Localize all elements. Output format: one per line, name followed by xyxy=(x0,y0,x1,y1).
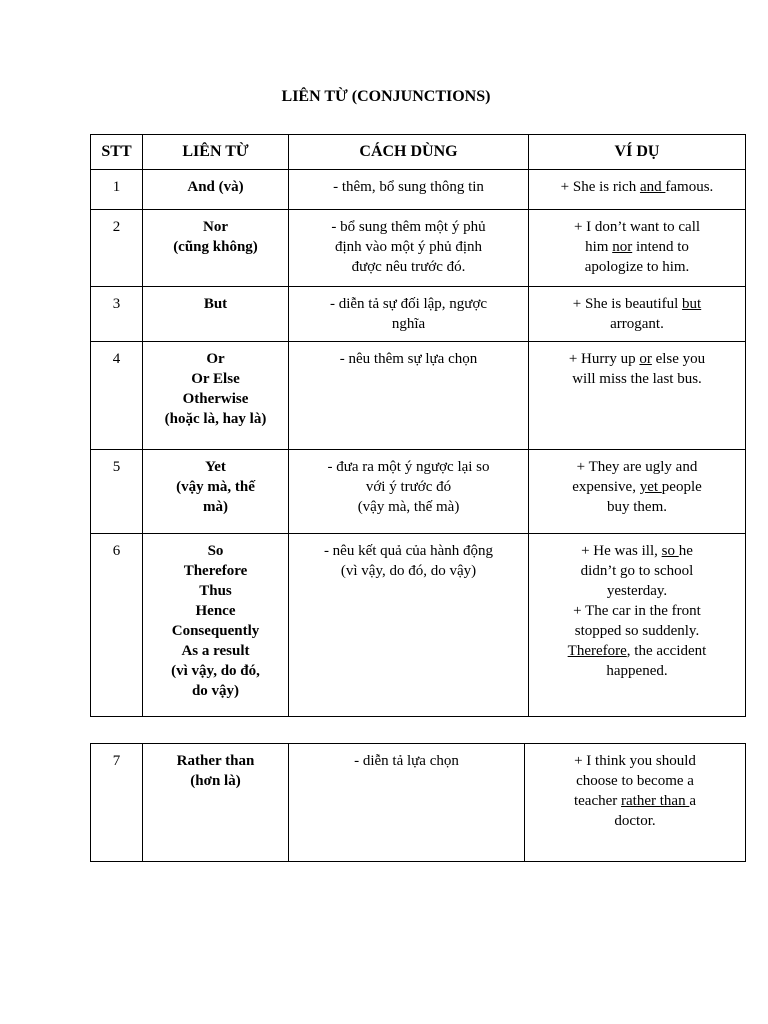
table-row xyxy=(91,744,746,862)
example-text: + She is rich xyxy=(560,179,640,195)
example-underlined: yet xyxy=(639,479,662,495)
stt-cell xyxy=(91,342,143,450)
example-line xyxy=(529,257,745,277)
example-text: teacher xyxy=(573,793,622,809)
conjunction-word: Therefore xyxy=(183,563,248,579)
usage-line: - bổ sung thêm một ý phủ xyxy=(331,219,486,235)
example-text: else you xyxy=(651,351,706,367)
example-text: buy them. xyxy=(607,499,667,515)
example-cell xyxy=(529,170,746,210)
usage-line: - diễn tả lựa chọn xyxy=(354,753,459,769)
conjunction-word: (hơn là) xyxy=(190,773,241,789)
page-title: LIÊN TỪ (CONJUNCTIONS) xyxy=(281,88,491,105)
usage-cell xyxy=(289,210,529,287)
conjunction-cell xyxy=(143,210,289,287)
stt-number: 3 xyxy=(112,296,121,312)
example-text: yesterday. xyxy=(606,583,668,599)
example-line xyxy=(529,621,745,641)
usage-line: - thêm, bổ sung thông tin xyxy=(333,179,484,195)
table-row xyxy=(91,287,746,342)
stt-cell xyxy=(91,450,143,534)
example-cell xyxy=(529,534,746,717)
usage-cell xyxy=(289,287,529,342)
usage-line: nghĩa xyxy=(391,316,426,332)
usage-line: - đưa ra một ý ngược lại so xyxy=(327,459,490,475)
usage-line: được nêu trước đó. xyxy=(351,259,466,275)
example-cell xyxy=(529,287,746,342)
conjunction-word: (vì vậy, do đó, xyxy=(171,663,260,679)
example-text: arrogant. xyxy=(610,316,664,332)
conjunction-cell xyxy=(143,170,289,210)
usage-line: (vậy mà, thế mà) xyxy=(357,499,460,515)
stt-number: 7 xyxy=(112,753,121,769)
example-line xyxy=(525,751,745,771)
example-text: + He was ill, xyxy=(581,543,662,559)
conjunction-cell xyxy=(143,534,289,717)
table-body-continued xyxy=(91,744,746,862)
usage-line: với ý trước đó xyxy=(365,479,452,495)
stt-number: 1 xyxy=(112,179,121,195)
example-cell xyxy=(529,210,746,287)
usage-line: - diễn tả sự đối lập, ngược xyxy=(329,296,488,312)
example-text: , the accident xyxy=(626,643,707,659)
stt-number: 2 xyxy=(112,219,121,235)
example-text: people xyxy=(661,479,702,495)
example-line xyxy=(529,237,745,257)
header-vi-du: VÍ DỤ xyxy=(529,135,746,170)
stt-cell xyxy=(91,287,143,342)
example-line xyxy=(529,561,745,581)
example-line xyxy=(529,641,745,661)
conjunction-word: Nor xyxy=(203,219,228,235)
conjunction-word: So xyxy=(207,543,224,559)
example-text: happened. xyxy=(606,663,668,679)
example-text: + I think you should xyxy=(574,753,696,769)
example-text: intend to xyxy=(632,239,689,255)
conjunction-word: do vậy) xyxy=(191,683,240,699)
example-cell xyxy=(525,744,746,862)
header-stt: STT xyxy=(91,135,143,170)
example-underlined: so xyxy=(661,543,679,559)
example-text: + Hurry up xyxy=(568,351,640,367)
example-line xyxy=(529,457,745,477)
conjunction-word: mà) xyxy=(203,499,228,515)
example-text: famous. xyxy=(665,179,714,195)
example-underlined: or xyxy=(639,351,652,367)
usage-cell xyxy=(289,534,529,717)
example-line xyxy=(529,294,745,314)
stt-cell xyxy=(91,210,143,287)
conjunction-word: Consequently xyxy=(171,623,260,639)
table-row xyxy=(91,210,746,287)
stt-cell xyxy=(91,744,143,862)
usage-cell xyxy=(289,744,525,862)
example-line xyxy=(529,541,745,561)
example-line xyxy=(525,791,745,811)
example-underlined: but xyxy=(682,296,702,312)
example-text: him xyxy=(585,239,613,255)
example-line xyxy=(529,349,745,369)
example-text: + I don’t want to call xyxy=(573,219,701,235)
header-cach-dung: CÁCH DÙNG xyxy=(289,135,529,170)
usage-cell xyxy=(289,450,529,534)
conjunction-word: (vậy mà, thế xyxy=(176,479,255,495)
conjunction-word: (hoặc là, hay là) xyxy=(164,411,267,427)
example-underlined: nor xyxy=(612,239,633,255)
example-text: stopped so suddenly. xyxy=(574,623,700,639)
example-text: will miss the last bus. xyxy=(572,371,702,387)
conjunctions-table xyxy=(90,134,746,717)
table-row xyxy=(91,450,746,534)
example-text: + She is beautiful xyxy=(572,296,683,312)
conjunction-word: Hence xyxy=(195,603,236,619)
example-underlined: Therefore xyxy=(567,643,627,659)
example-text: he xyxy=(678,543,693,559)
usage-line: định vào một ý phủ định xyxy=(334,239,483,255)
table-header-row xyxy=(91,135,746,170)
conjunction-word: Or xyxy=(206,351,225,367)
example-line xyxy=(525,771,745,791)
example-line xyxy=(529,581,745,601)
example-text: + The car in the front xyxy=(573,603,701,619)
example-underlined: rather than xyxy=(621,793,690,809)
usage-cell xyxy=(289,170,529,210)
table-body xyxy=(91,170,746,717)
conjunction-word: (cũng không) xyxy=(173,239,258,255)
example-text: apologize to him. xyxy=(584,259,690,275)
example-line xyxy=(525,811,745,831)
conjunctions-table-continued xyxy=(90,743,746,862)
usage-cell xyxy=(289,342,529,450)
example-text: expensive, xyxy=(572,479,640,495)
usage-line: - nêu kết quả của hành động xyxy=(323,543,494,559)
conjunction-word: But xyxy=(203,296,228,312)
example-line xyxy=(529,477,745,497)
example-text: choose to become a xyxy=(576,773,694,789)
conjunction-word: And (và) xyxy=(187,179,244,195)
stt-number: 4 xyxy=(112,351,121,367)
conjunction-word: Yet xyxy=(205,459,226,475)
stt-cell xyxy=(91,170,143,210)
example-line xyxy=(529,661,745,681)
stt-number: 5 xyxy=(112,459,121,475)
table-row xyxy=(91,534,746,717)
example-line xyxy=(529,217,745,237)
conjunction-word: Thus xyxy=(199,583,232,599)
example-line xyxy=(529,177,745,197)
example-text: + They are ugly and xyxy=(576,459,698,475)
table-row xyxy=(91,170,746,210)
example-line xyxy=(529,497,745,517)
conjunction-cell xyxy=(143,342,289,450)
example-line xyxy=(529,314,745,334)
example-text: didn’t go to school xyxy=(580,563,694,579)
conjunction-cell xyxy=(143,287,289,342)
usage-line: - nêu thêm sự lựa chọn xyxy=(339,351,478,367)
stt-cell xyxy=(91,534,143,717)
example-cell xyxy=(529,342,746,450)
conjunction-word: Or Else xyxy=(191,371,240,387)
example-line xyxy=(529,369,745,389)
example-underlined: and xyxy=(639,179,666,195)
conjunction-cell xyxy=(143,450,289,534)
conjunction-word: Otherwise xyxy=(182,391,249,407)
usage-line: (vì vậy, do đó, do vậy) xyxy=(340,563,477,579)
header-lien-tu: LIÊN TỪ xyxy=(143,135,289,170)
stt-number: 6 xyxy=(112,543,121,559)
example-text: a xyxy=(689,793,697,809)
table-row xyxy=(91,342,746,450)
conjunction-cell xyxy=(143,744,289,862)
example-line xyxy=(529,601,745,621)
conjunction-word: As a result xyxy=(181,643,250,659)
conjunction-word: Rather than xyxy=(176,753,255,769)
example-cell xyxy=(529,450,746,534)
example-text: doctor. xyxy=(614,813,656,829)
